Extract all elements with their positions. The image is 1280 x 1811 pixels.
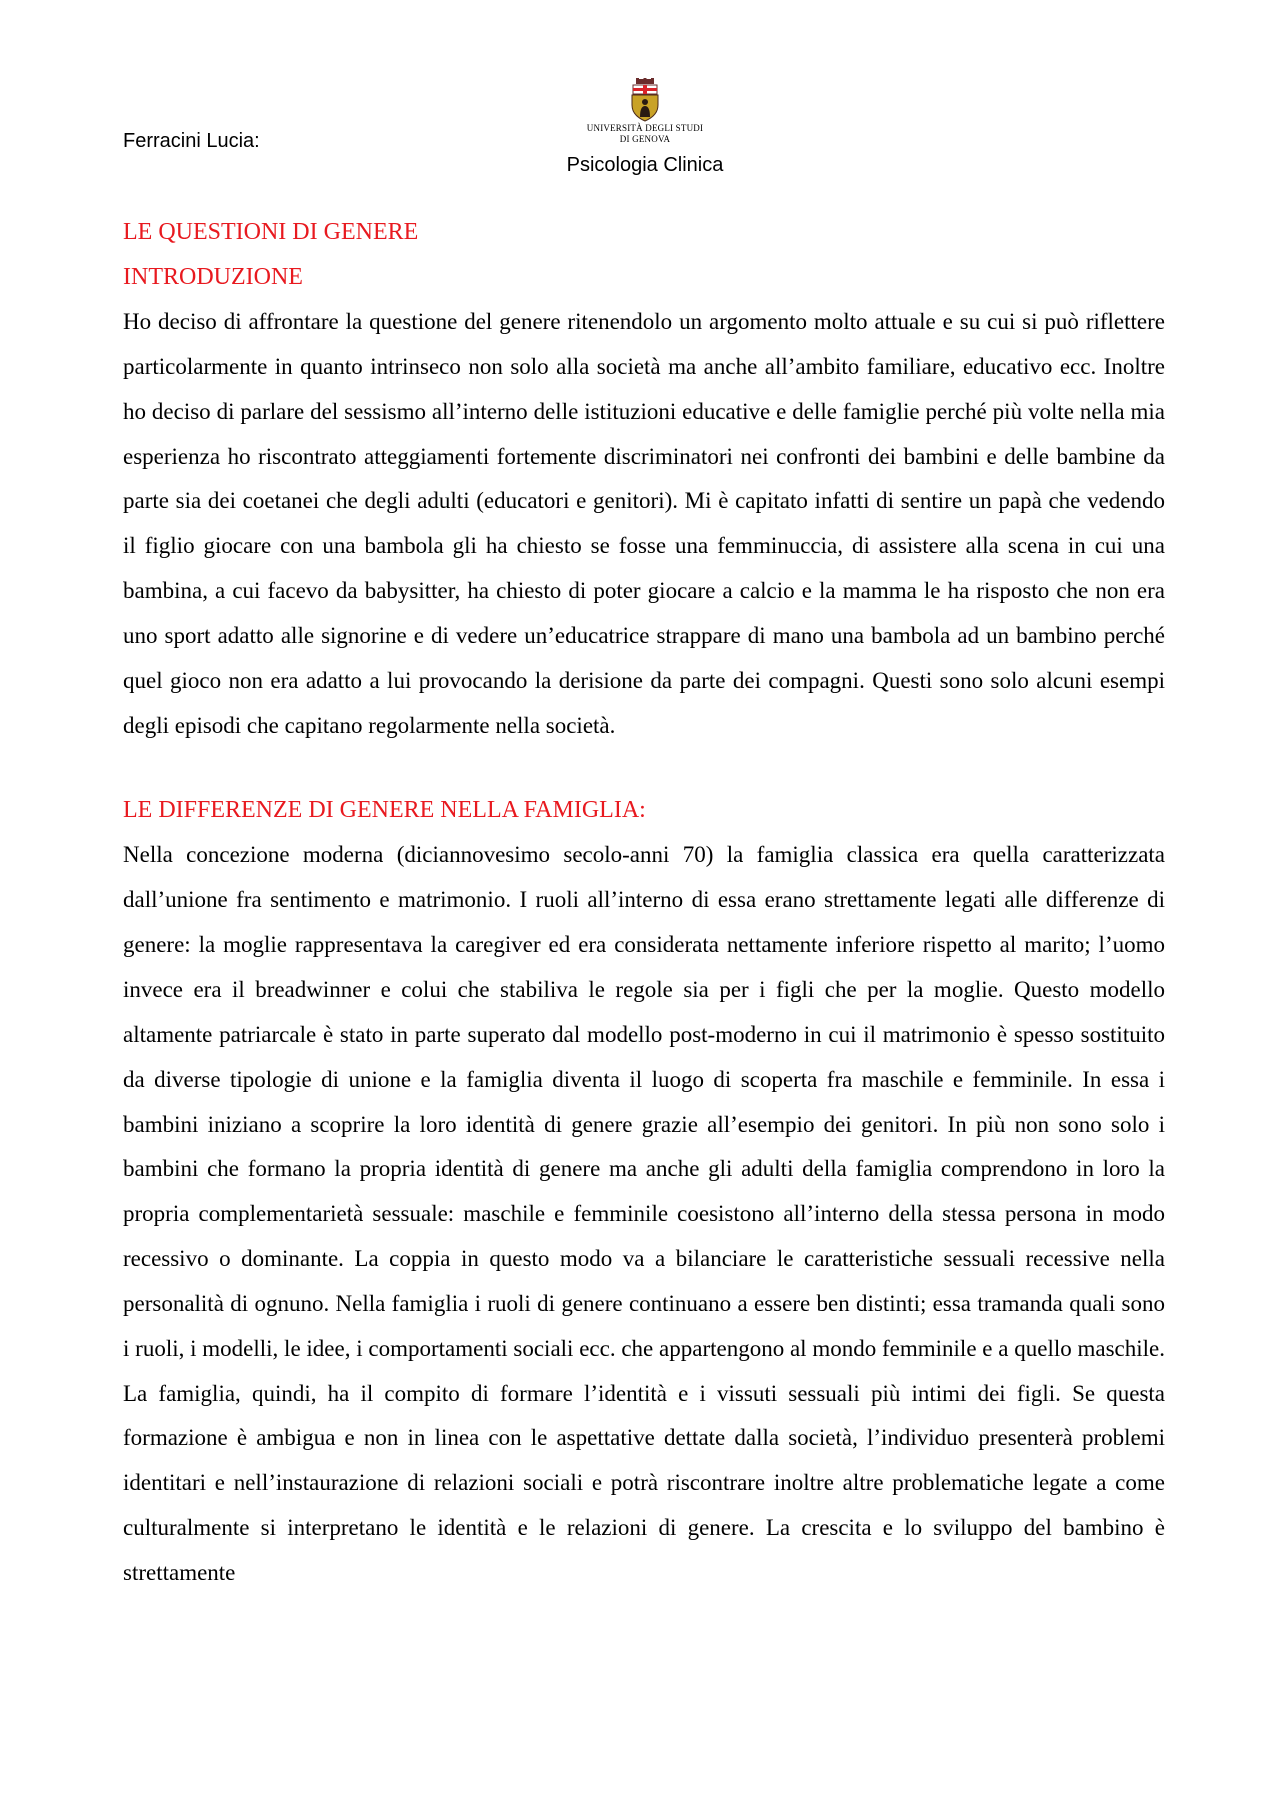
family-heading: LE DIFFERENZE DI GENERE NELLA FAMIGLIA:: [123, 797, 646, 824]
document-body: [123, 210, 1165, 1596]
page-header: [0, 0, 1280, 200]
university-name-line1: UNIVERSITÀ DEGLI STUDI: [586, 123, 704, 133]
university-logo-block: [555, 78, 735, 177]
university-name-line2: DI GENOVA: [619, 134, 671, 144]
intro-paragraph: Ho deciso di affrontare la questione del genere ritenendolo un argomento molto attuale e su cui si può riflettere particolarmente in quanto intrinseco non solo alla società ma anche all’ambito familiare, educativo ecc. Inoltre ho deciso di parlare del sessismo all’interno delle istituzioni educative e delle famiglie perché più volte nella mia esperienza ho riscontrato atteggiamenti fortemente discriminatori nei confronti dei bambini e delle bambine da parte sia dei coetanei che degli adulti (educatori e genitori). Mi è capitato infatti di sentire un papà che vedendo il figlio giocare con una bambola gli ha chiesto se fosse una femminuccia, di assistere alla scena in cui una bambina, a cui facevo da babysitter, ha chiesto di poter giocare a calcio e la mamma le ha risposto che non era uno sport adatto alle signorine e di vedere un’educatrice strappare di mano una bambola ad un bambino perché quel gioco non era adatto a lui provocando la derisione da parte dei compagni. Questi sono solo alcuni esempi degli episodi che capitano regolarmente nella società.: [123, 309, 1165, 738]
family-paragraph: Nella concezione moderna (diciannovesimo secolo-anni 70) la famiglia classica era quella caratterizzata dall’unione fra sentimento e matrimonio. I ruoli all’interno di essa erano strettamente legati alle differenze di genere: la moglie rappresentava la caregiver ed era considerata nettamente inferiore rispetto al marito; l’uomo invece era il breadwinner e colui che stabiliva le regole sia per i figli che per la moglie. Questo modello altamente patriarcale è stato in parte superato dal modello post-moderno in cui il matrimonio è spesso sostituito da diverse tipologie di unione e la famiglia diventa il luogo di scoperta fra maschile e femminile. In essa i bambini iniziano a scoprire la loro identità di genere grazie all’esempio dei genitori. In più non sono solo i bambini che formano la propria identità di genere ma anche gli adulti della famiglia comprendono in loro la propria complementarietà sessuale: maschile e femminile coesistono all’interno della stessa persona in modo recessivo o dominante. La coppia in questo modo va a bilanciare le caratteristiche sessuali recessive nella personalità di ognuno. Nella famiglia i ruoli di genere continuano a essere ben distinti; essa tramanda quali sono i ruoli, i modelli, le idee, i comportamenti sociali ecc. che appartengono al mondo femminile e a quello maschile. La famiglia, quindi, ha il compito di formare l’identità e i vissuti sessuali più intimi dei figli. Se questa formazione è ambigua e non in linea con le aspettative dettate dalla società, l’individuo presenterà problemi identitari e nell’instaurazione di relazioni sociali e potrà riscontrare inoltre altre problematiche legate a come culturalmente si interpretano le identità e le relazioni di genere. La crescita e lo sviluppo del bambino è strettamente: [123, 842, 1165, 1585]
course-title: Psicologia Clinica: [566, 154, 724, 176]
document-title: LE QUESTIONI DI GENERE: [123, 219, 419, 245]
author-name: Ferracini Lucia:: [123, 130, 260, 152]
intro-heading: INTRODUZIONE: [123, 264, 303, 290]
university-crest-icon: [625, 78, 665, 122]
section-spacer: [123, 748, 1165, 788]
